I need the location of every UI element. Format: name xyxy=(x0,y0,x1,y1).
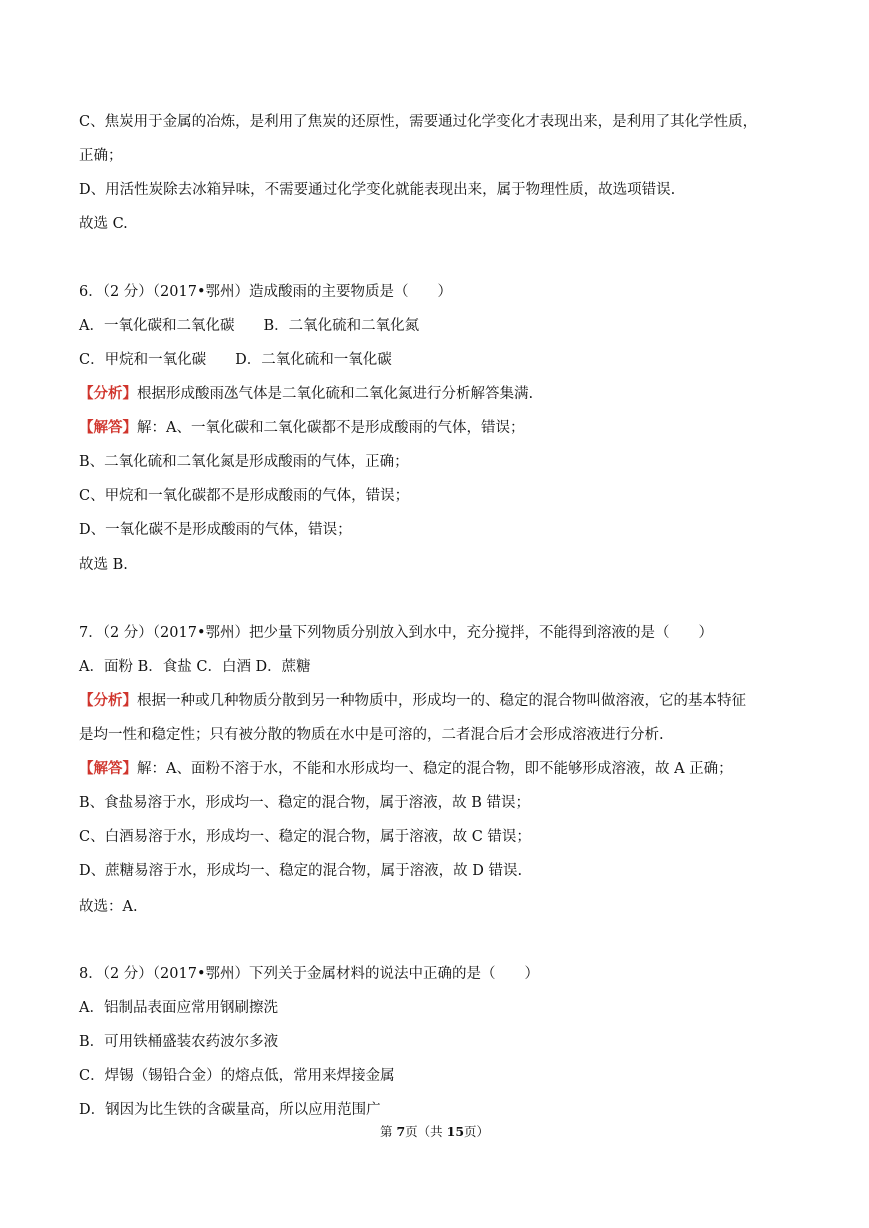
q6-analysis-text: 根据形成酸雨氹气体是二氧化硫和二氧化氮进行分析解答集满. xyxy=(137,386,534,402)
prev-answer-choice: 故选 C. xyxy=(79,216,128,232)
q6-answer-c: C、甲烷和一氧化碳都不是形成酸雨的气体，错误； xyxy=(79,488,410,504)
q7-answer-c: C、白酒易溶于水，形成均一、稳定的混合物，属于溶液，故 C 错误； xyxy=(79,829,531,845)
prev-answer-d: D、用活性炭除去冰箱异味，不需要通过化学变化就能表现出来，属于物理性质，故选项错误. xyxy=(79,182,676,198)
q7-answer xyxy=(79,759,733,779)
answer-tag: 【解答】 xyxy=(79,760,137,777)
q7-analysis-text: 根据一种或几种物质分散到另一种物质中，形成均一的、稳定的混合物叫做溶液，它的基本特征 xyxy=(137,693,746,709)
q6-answer xyxy=(79,418,524,438)
footer-middle: 页（共 xyxy=(405,1124,447,1139)
q7-analysis xyxy=(79,691,746,711)
q6-analysis xyxy=(79,384,533,404)
prev-answer-c: C、焦炭用于金属的冶炼，是利用了焦炭的还原性，需要通过化学变化才表现出来，是利用了其化学性质， xyxy=(79,114,758,130)
q7-choice: 故选：A. xyxy=(79,899,138,915)
q6-answer-b: B、二氧化硫和二氧化氮是形成酸雨的气体，正确； xyxy=(79,454,409,470)
q8-stem: 8．（2 分）（2017•鄂州）下列关于金属材料的说法中正确的是（ ） xyxy=(79,966,540,982)
q8-option-b: B．可用铁桶盛装农药波尔多液 xyxy=(79,1034,279,1050)
q6-stem: 6．（2 分）（2017•鄂州）造成酸雨的主要物质是（ ） xyxy=(79,284,453,300)
q7-stem: 7．（2 分）（2017•鄂州）把少量下列物质分别放入到水中，充分搅拌，不能得到溶液的是（ ） xyxy=(79,625,714,641)
footer-total-pages: 15 xyxy=(446,1124,465,1139)
q6-options-row1: A．一氧化碳和二氧化碳 B．二氧化硫和二氧化氮 xyxy=(79,318,420,334)
q7-answer-text: 解：A、面粉不溶于水，不能和水形成均一、稳定的混合物，即不能够形成溶液，故 A 正确； xyxy=(137,761,733,777)
q6-choice: 故选 B. xyxy=(79,557,128,573)
footer-suffix: 页） xyxy=(464,1124,490,1139)
analysis-tag: 【分析】 xyxy=(79,385,137,402)
analysis-tag: 【分析】 xyxy=(79,692,137,709)
page-footer xyxy=(0,1123,869,1141)
q6-answer-d: D、一氧化碳不是形成酸雨的气体，错误； xyxy=(79,522,352,538)
q6-answer-text: 解：A、一氧化碳和二氧化碳都不是形成酸雨的气体，错误； xyxy=(137,420,525,436)
q8-option-a: A．铝制品表面应常用钢刷擦洗 xyxy=(79,1000,278,1016)
answer-tag: 【解答】 xyxy=(79,419,137,436)
prev-answer-c-cont: 正确； xyxy=(79,148,123,164)
q7-answer-b: B、食盐易溶于水，形成均一、稳定的混合物，属于溶液，故 B 错误； xyxy=(79,795,531,811)
q7-analysis-cont: 是均一性和稳定性；只有被分散的物质在水中是可溶的，二者混合后才会形成溶液进行分析. xyxy=(79,727,664,743)
footer-prefix: 第 xyxy=(379,1124,397,1139)
footer-page-number: 7 xyxy=(396,1124,406,1139)
q7-options: A．面粉 B．食盐 C．白酒 D．蔗糖 xyxy=(79,659,311,675)
q6-options-row2: C．甲烷和一氧化碳 D．二氧化硫和一氧化碳 xyxy=(79,352,392,368)
q8-option-d: D．钢因为比生铁的含碳量高，所以应用范围广 xyxy=(79,1102,381,1118)
q7-answer-d: D、蔗糖易溶于水，形成均一、稳定的混合物，属于溶液，故 D 错误. xyxy=(79,863,523,879)
q8-option-c: C．焊锡（锡铅合金）的熔点低，常用来焊接金属 xyxy=(79,1068,395,1084)
